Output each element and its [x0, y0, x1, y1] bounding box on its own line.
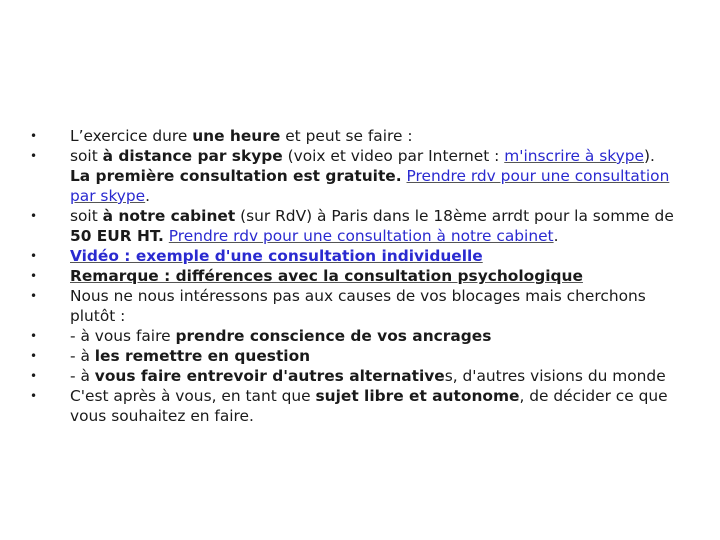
office-appointment-link[interactable]: Prendre rdv pour une consultation à notre cabinet: [168, 227, 554, 245]
bullet-dot: •: [30, 329, 38, 343]
bullet-dot: •: [30, 389, 38, 403]
bullet-list: [30, 126, 695, 426]
bullet-item-duration: • L’exercice dure une heure et peut se faire :: [30, 127, 413, 145]
bullet-item-office: • soit à notre cabinet (sur RdV) à Paris dans le 18ème arrdt pour la somme de 50 EUR HT. Prendre rdv pour une consultation à notre cabinet.: [30, 207, 674, 245]
bullet-item-remark: [30, 266, 695, 286]
bullet-item-awareness: • - à vous faire prendre conscience de vos ancrages: [30, 327, 492, 345]
bullet-dot: •: [30, 349, 38, 363]
bullet-dot: •: [30, 289, 38, 303]
bullet-dot: •: [30, 129, 38, 143]
bullet-dot: •: [30, 209, 38, 223]
bullet-item-alternatives: • - à vous faire entrevoir d'autres alternatives, d'autres visions du monde: [30, 367, 666, 385]
bullet-item-question: • - à les remettre en question: [30, 347, 311, 365]
bullet-dot: •: [30, 249, 38, 263]
bullet-item-video: [30, 246, 695, 266]
bullet-dot: •: [30, 269, 38, 283]
bullet-dot: •: [30, 369, 38, 383]
skype-appointment-link[interactable]: Prendre rdv pour une consultation par skype: [70, 167, 670, 205]
skype-signup-link[interactable]: m'inscrire à skype: [504, 147, 644, 165]
bullet-dot: •: [30, 149, 38, 163]
bullet-item-autonomy: • C'est après à vous, en tant que sujet libre et autonome, de décider ce que vous souhaitez en faire.: [30, 387, 668, 425]
remark-differences-link[interactable]: Remarque : différences avec la consultation psychologique: [70, 267, 583, 285]
video-example-link[interactable]: Vidéo : exemple d'une consultation individuelle: [70, 247, 483, 265]
bullet-item-skype: • soit à distance par skype (voix et video par Internet : m'inscrire à skype). La première consultation est gratuite. Prendre rdv pour une consultation par skype.: [30, 147, 670, 205]
bullet-item-causes: • Nous ne nous intéressons pas aux causes de vos blocages mais cherchons plutôt :: [30, 287, 646, 325]
